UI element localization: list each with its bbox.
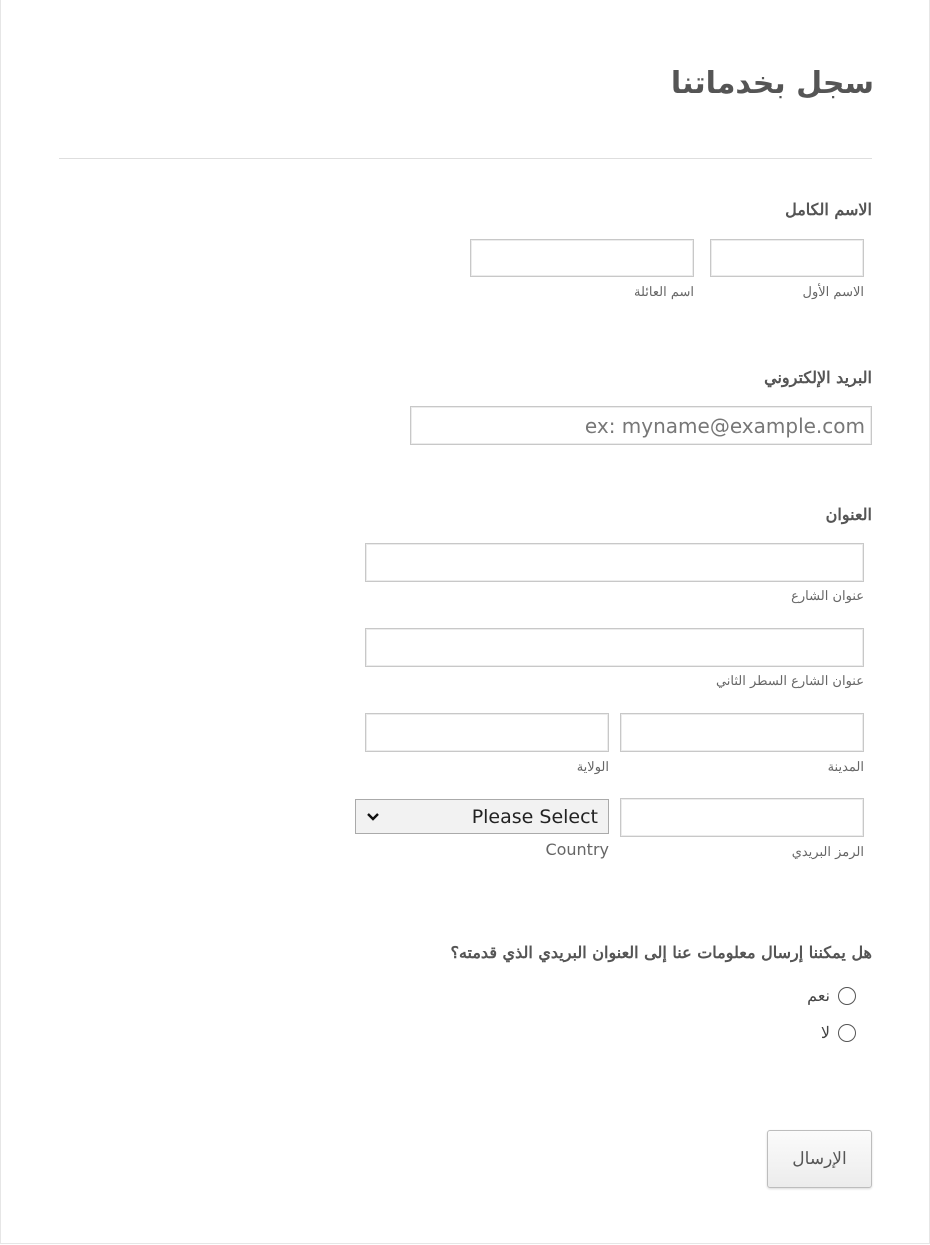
first-name-input[interactable] [710,239,864,277]
radio-option-no[interactable] [821,1023,856,1042]
radio-yes-label: نعم [807,986,830,1005]
title-divider [59,158,872,159]
first-name-sublabel: الاسم الأول [802,285,864,300]
country-sublabel: Country [545,840,609,859]
submit-button[interactable]: الإرسال [767,1130,872,1188]
postal-code-input[interactable] [620,798,864,837]
country-select-value: Please Select [471,805,598,828]
street-address-input[interactable] [365,543,864,582]
form-title: سجل بخدماتنا [670,66,874,101]
radio-yes-circle[interactable] [838,987,856,1005]
full-name-label: الاسم الكامل [785,200,872,219]
address-label: العنوان [825,505,872,524]
state-sublabel: الولاية [576,760,609,775]
city-sublabel: المدينة [827,760,864,775]
email-label: البريد الإلكتروني [764,368,872,387]
postal-code-sublabel: الرمز البريدي [791,845,864,860]
chevron-down-icon [366,810,380,824]
last-name-input[interactable] [470,239,694,277]
radio-no-label: لا [820,1023,830,1042]
mail-question-label: هل يمكننا إرسال معلومات عنا إلى العنوان البريدي الذي قدمته؟ [450,943,872,962]
street-address-sublabel: عنوان الشارع [791,589,864,604]
last-name-sublabel: اسم العائلة [634,285,694,300]
state-input[interactable] [365,713,609,752]
street-address-line2-sublabel: عنوان الشارع السطر الثاني [715,674,864,689]
city-input[interactable] [620,713,864,752]
street-address-line2-input[interactable] [365,628,864,667]
radio-option-yes[interactable] [807,986,856,1005]
radio-no-circle[interactable] [838,1024,856,1042]
country-select[interactable] [355,799,609,834]
email-input[interactable] [410,406,872,445]
